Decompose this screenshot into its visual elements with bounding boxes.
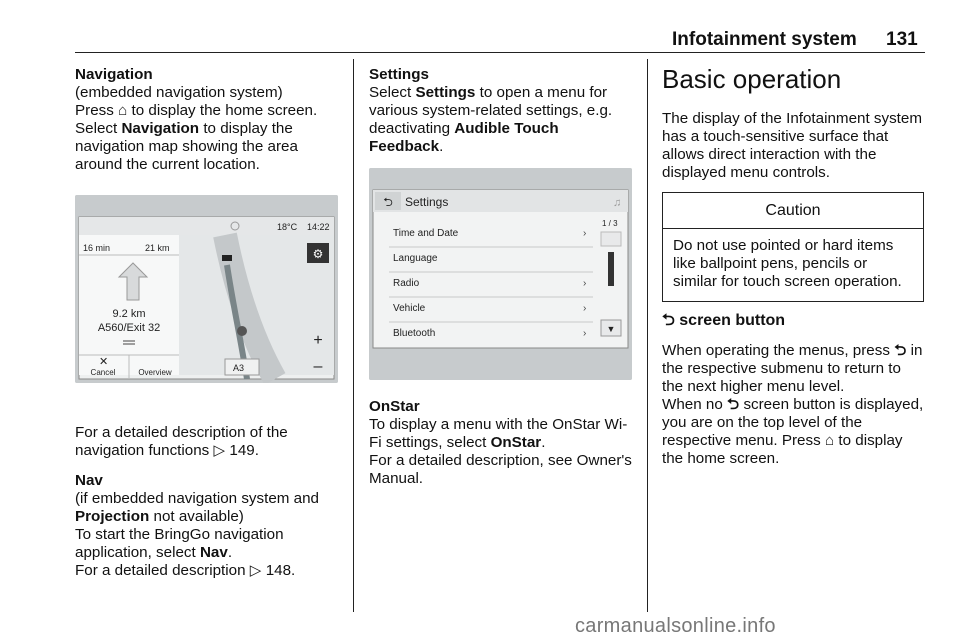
back-icon: ⮌ [662,312,675,329]
reference-arrow-icon: ▷ [213,442,226,459]
chevron-right-icon: › [583,303,587,314]
settings-menu-item: Radio [393,278,420,289]
onstar-text: To display a menu with the OnStar Wi-Fi settings, select OnStar. [369,416,628,451]
navigation-map-illustration [75,195,338,383]
screen-button-heading: ⮌ screen button [662,312,786,329]
operating-menus-text: When operating the menus, press ⮌ in the respective submenu to return to the next higher menu level. [662,342,923,395]
watermark: carmanualsonline.info [575,615,776,637]
nav-subtitle: (if embedded navigation system and Projection not available) [75,490,319,525]
back-icon: ⮌ [894,342,907,359]
home-icon: ⌂ [118,102,128,119]
cancel-button-label: Cancel [90,368,116,377]
chevron-right-icon: › [583,328,587,339]
navigation-heading: Navigation [75,66,153,83]
settings-menu-illustration [369,168,632,380]
navigation-subtitle: (embedded navigation system) [75,84,283,101]
press-home-text: Press ⌂ to display the home screen. [75,102,318,119]
settings-text: Select Settings to open a menu for various system-related settings, e.g. deactivating Audible Touch Feedback. [369,84,613,155]
svg-text:–: – [313,358,323,375]
svg-text:▼: ▼ [606,324,616,334]
route-minutes: 16 min [83,243,111,253]
column-3 [662,64,924,182]
route-kilometres: 21 km [145,243,170,253]
onstar-heading: OnStar [369,398,420,415]
header-rule [75,52,925,53]
caution-text: Do not use pointed or hard items like ballpoint pens, pencils or similar for touch screen operation. [673,237,902,290]
settings-page-indicator: 1 / 3 [602,219,618,228]
select-navigation-text: Select Navigation to display the navigation map showing the area around the current location. [75,120,298,173]
overview-button-label: Overview [138,368,172,377]
basic-operation-text: The display of the Infotainment system has a touch-sensitive surface that allows direct interaction with the displayed menu controls. [662,110,923,181]
svg-text:⚙: ⚙ [312,247,324,261]
chevron-right-icon: › [583,278,587,289]
road-badge: A3 [233,363,245,373]
turn-exit: A560/Exit 32 [97,322,161,334]
onstar-detail-text: For a detailed description, see Owner's Manual. [369,452,632,487]
column-1 [75,66,340,174]
basic-operation-heading: Basic operation [662,64,842,94]
settings-menu-item: Language [393,253,438,264]
settings-menu-item: Vehicle [393,303,426,314]
nav-detail-text: For a detailed description ▷ 148. [75,562,296,579]
top-level-text: When no ⮌ screen button is displayed, you are on the top level of the respective menu. Press ⌂ to display the home screen. [662,396,924,467]
navigation-screen-image [75,195,338,383]
back-icon: ⮌ [383,195,393,209]
column-2 [369,66,634,156]
bringgo-text: To start the BringGo navigation application, select Nav. [75,526,284,561]
header-title: Infotainment system [672,29,857,50]
caution-title: Caution [663,193,923,229]
page-number: 131 [886,29,918,50]
settings-menu-item: Time and Date [393,228,459,239]
status-temperature: 18°C [277,222,298,232]
home-icon: ⌂ [824,432,835,449]
svg-text:+: + [313,332,323,349]
settings-screen-title: Settings [405,195,449,209]
column-3-lower [662,312,924,468]
back-icon: ⮌ [727,396,740,413]
column-divider-2 [647,59,648,612]
reference-arrow-icon: ▷ [249,562,262,579]
column-2-lower [369,398,634,488]
turn-distance: 9.2 km [112,308,146,320]
music-note-icon: ♫ [613,197,622,209]
settings-menu-item: Bluetooth [393,328,436,339]
settings-heading: Settings [369,66,429,83]
status-time: 14:22 [307,222,330,232]
nav-heading: Nav [75,472,103,489]
svg-text:✕: ✕ [99,356,109,368]
chevron-right-icon: › [583,228,587,239]
caution-box [662,192,924,302]
column-divider-1 [353,59,354,612]
column-1-lower [75,424,340,580]
settings-screen-image [369,168,632,380]
navigation-detail-text: For a detailed description of the navigation functions ▷ 149. [75,424,288,459]
